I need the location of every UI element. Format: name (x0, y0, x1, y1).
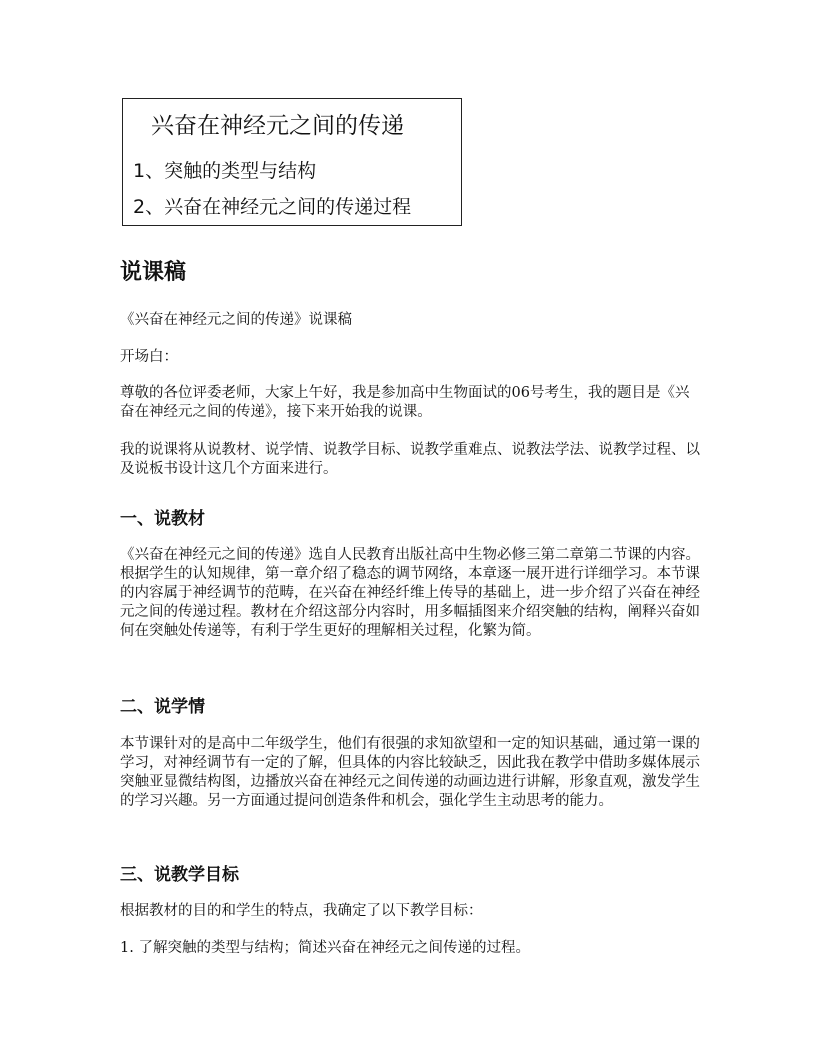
section-heading-goals: 三、说教学目标 (120, 865, 239, 885)
goal-item: 1. 了解突触的类型与结构；简述兴奋在神经元之间传递的过程。 (120, 940, 530, 956)
plan-paragraph: 我的说课将从说教材、说学情、说教学目标、说教学重难点、说教法学法、说教学过程、以及说板书设计这几个方面来进行。 (120, 442, 700, 477)
textbook-paragraph: 《兴奋在神经元之间的传递》选自人民教育出版社高中生物必修三第二章第二节课的内容。根据学生的认知规律，第一章介绍了稳态的调节网络，本章逐一展开进行详细学习。本节课的内容属于神经调节的范畴，在兴奋在神经纤维上传导的基础上，进一步介绍了兴奋在神经元之间的传递过程。教材在介绍这部分内容时，用多幅插图来介绍突触的结构，阐释兴奋如何在突触处传递等，有利于学生更好的理解相关过程，化繁为简。 (120, 547, 700, 639)
outline-title: 兴奋在神经元之间的传递 (151, 113, 404, 139)
outline-box (122, 98, 462, 226)
opening-label: 开场白： (120, 349, 178, 365)
students-paragraph: 本节课针对的是高中二年级学生，他们有很强的求知欲望和一定的知识基础，通过第一课的学习，对神经调节有一定的了解，但具体的内容比较缺乏，因此我在教学中借助多媒体展示突触亚显微结构图，边播放兴奋在神经元之间传递的动画边进行讲解，形象直观，激发学生的学习兴趣。另一方面通过提问创造条件和机会，强化学生主动思考的能力。 (120, 736, 700, 809)
goals-intro-paragraph: 根据教材的目的和学生的特点，我确定了以下教学目标： (120, 903, 483, 919)
doc-title-paragraph: 《兴奋在神经元之间的传递》说课稿 (120, 312, 352, 328)
section-heading-students: 二、说学情 (120, 697, 205, 717)
section-heading-textbook: 一、说教材 (120, 509, 205, 529)
page-title: 说课稿 (120, 260, 187, 285)
outline-item: 1、突触的类型与结构 (133, 160, 317, 182)
outline-item: 2、兴奋在神经元之间的传递过程 (133, 196, 412, 218)
greeting-paragraph: 尊敬的各位评委老师，大家上午好，我是参加高中生物面试的06号考生，我的题目是《兴奋在神经元之间的传递》，接下来开始我的说课。 (120, 385, 690, 420)
